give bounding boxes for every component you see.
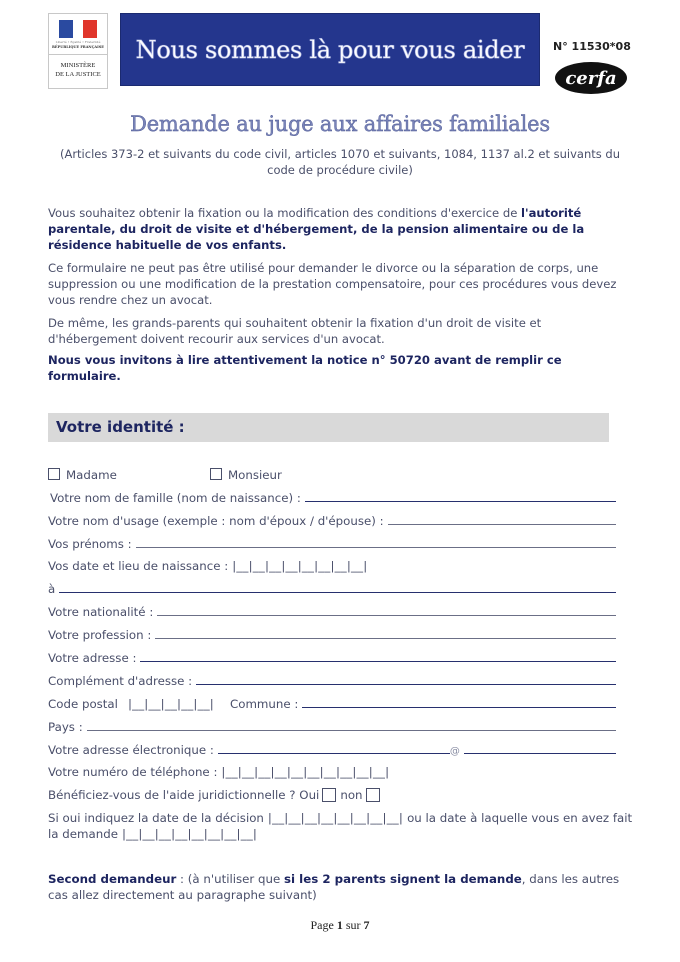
profession-label: Votre profession : [48,628,152,642]
monsieur-label: Monsieur [228,468,282,482]
intro-paragraph-3: De même, les grands-parents qui souhaitent obtenir la fixation d'un droit de visite et d'hébergement doivent recourir aux services d'un avocat. [48,316,542,346]
civility-row [48,464,616,482]
cerfa-logo [555,62,627,94]
document-title: Demande au juge aux affaires familiales [130,112,550,136]
page-word: Page [310,918,334,932]
page-current: 1 [336,918,343,932]
aide-non-checkbox[interactable] [366,788,380,802]
commune-field[interactable] [302,707,616,708]
complement-field[interactable] [196,684,616,685]
lieu-label: à [48,582,56,596]
monsieur-checkbox[interactable] [210,468,222,480]
second-text-1: : (à n'utiliser que [176,872,284,886]
french-flag-icon [59,20,97,38]
prenoms-row [48,533,616,551]
decision-date-field[interactable]: |__|__|__|__|__|__|__|__| [267,811,404,825]
commune-label: Commune : [229,697,299,711]
cerfa-logo-text: cerfa [565,67,617,89]
aide-oui-checkbox[interactable] [322,788,336,802]
header-banner [120,13,540,86]
nationalite-field[interactable] [157,615,616,616]
decision-label-2: ou la date à laquelle vous en avez fait [407,811,633,825]
second-condition: si les 2 parents signent la demande [284,872,522,886]
second-demandeur-note [48,871,633,903]
page-total: 7 [363,918,370,932]
telephone-row [48,761,616,779]
ministry-line-2: DE LA JUSTICE [55,71,101,78]
banner-text: Nous sommes là pour vous aider [135,35,525,64]
nationalite-row [48,601,616,619]
code-postal-field[interactable]: |__|__|__|__|__| [127,697,214,711]
nom-famille-row [48,487,616,505]
decision-label: Si oui indiquez la date de la décision [48,811,264,825]
pays-field[interactable] [87,730,616,731]
intro-p1-bold: l'autorité parentale, du droit de visite et d'hébergement, de la pension alimentaire ou de la résidence habituelle de vos enfants. [48,206,585,252]
logo-divider [49,54,107,55]
logo-motto: Liberté • Égalité • Fraternité [55,40,101,44]
nom-usage-label: Votre nom d'usage (exemple : nom d'époux / d'épouse) : [48,514,384,528]
pays-label: Pays : [48,720,83,734]
lieu-field[interactable] [59,592,616,593]
email-at-sign: @ [449,746,460,757]
page-of: sur [345,918,361,932]
naissance-label: Vos date et lieu de naissance : [48,559,229,573]
madame-label: Madame [66,468,117,482]
nom-famille-field[interactable] [305,501,616,502]
second-text-2: , dans les autres cas allez directement au paragraphe suivant) [48,872,620,902]
telephone-field[interactable]: |__|__|__|__|__|__|__|__|__|__| [221,765,390,779]
nom-famille-label: Votre nom de famille (nom de naissance) : [50,491,301,505]
demande-label: la demande [48,827,118,841]
madame-checkbox[interactable] [48,468,60,480]
complement-label: Complément d'adresse : [48,674,193,688]
intro-paragraph-1 [48,205,633,253]
cerfa-number: N° 11530*08 [553,40,631,53]
lieu-row [48,578,616,596]
profession-row [48,624,616,642]
logo-republic: RÉPUBLIQUE FRANÇAISE [52,45,104,49]
prenoms-field[interactable] [136,547,616,548]
complement-row [48,670,616,688]
monsieur-option[interactable] [210,468,282,482]
document-subtitle: (Articles 373-2 et suivants du code civil, articles 1070 et suivants, 1084, 1137 al.2 et suivants du code de procédure civile) [59,147,621,177]
pays-row [48,716,616,734]
nom-usage-row [48,510,616,528]
email-domain-field[interactable] [464,753,616,754]
nationalite-label: Votre nationalité : [48,605,154,619]
aide-non-label: non [340,788,363,802]
ministry-line-1: MINISTÈRE [60,62,96,69]
demande-date-field[interactable]: |__|__|__|__|__|__|__|__| [121,827,258,841]
section-title: Votre identité : [56,418,185,436]
telephone-label: Votre numéro de téléphone : [48,765,218,779]
email-label: Votre adresse électronique : [48,743,214,757]
intro-p1-text: Vous souhaitez obtenir la fixation ou la modification des conditions d'exercice de [48,206,522,220]
naissance-row [48,555,616,573]
aide-row [48,784,616,802]
naissance-date-field[interactable]: |__|__|__|__|__|__|__|__| [232,559,368,573]
adresse-field[interactable] [140,661,616,662]
nom-usage-field[interactable] [388,524,616,525]
aide-question: Bénéficiez-vous de l'aide juridictionnelle ? Oui [48,788,320,802]
profession-field[interactable] [155,638,616,639]
section-identity-header [48,413,609,442]
adresse-row [48,647,616,665]
code-postal-row [48,693,616,711]
madame-option[interactable] [48,468,210,482]
logo-ministry [49,61,107,79]
email-local-field[interactable] [218,753,450,754]
page-footer [0,918,680,933]
email-row [48,739,616,757]
intro-paragraph-2: Ce formulaire ne peut pas être utilisé pour demander le divorce ou la séparation de corps, une suppression ou une modification de la prestation compensatoire, pour ces procédures vous devez vous rendre chez un avocat. [48,261,617,307]
ministry-logo [48,13,108,89]
demande-row [48,823,616,841]
prenoms-label: Vos prénoms : [48,537,132,551]
code-postal-label: Code postal [48,697,118,711]
adresse-label: Votre adresse : [48,651,137,665]
intro-notice: Nous vous invitons à lire attentivement la notice n° 50720 avant de remplir ce formulaire. [48,353,562,383]
second-title: Second demandeur [48,872,177,886]
